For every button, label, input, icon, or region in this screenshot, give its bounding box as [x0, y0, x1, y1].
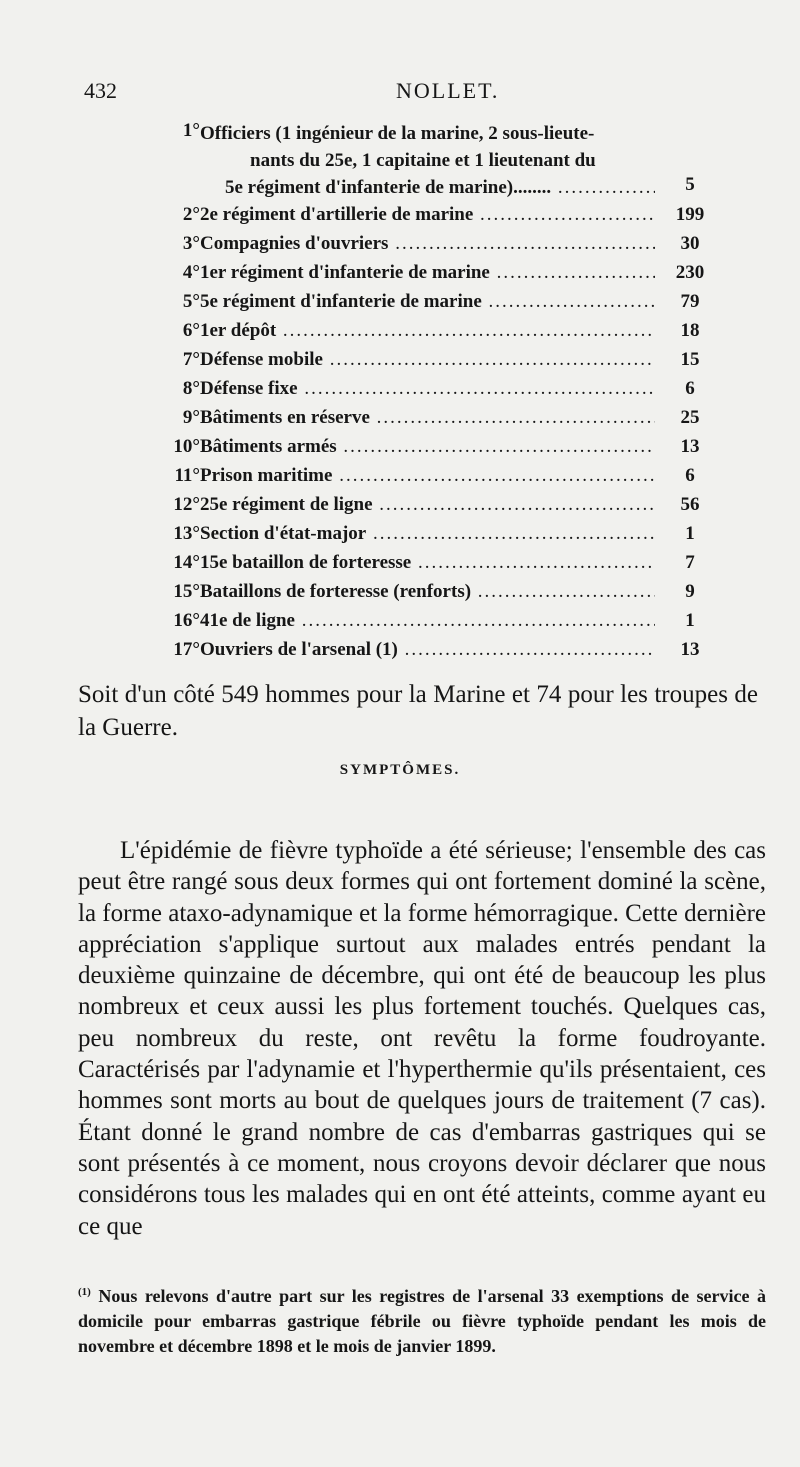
list-item: [150, 405, 715, 434]
list-item: [150, 347, 715, 376]
item-number: 9°: [182, 407, 200, 428]
item-number: 15°: [173, 581, 200, 602]
item-count: 25: [680, 407, 700, 428]
item-label: 2e régiment d'artillerie de marine .....: [200, 204, 655, 226]
item-label: Section d'état-major .....: [200, 523, 655, 545]
item-label: Bâtiments armés .....: [200, 436, 655, 458]
list-item: [150, 376, 715, 405]
list-item: [150, 318, 715, 347]
item-label: Bâtiments en réserve .....: [200, 407, 655, 429]
item-number: 16°: [173, 610, 200, 631]
list-item: [150, 260, 715, 289]
item-label: Bataillons de forteresse (renforts) .....: [200, 581, 655, 603]
item-label-line: Officiers (1 ingénieur de la marine, 2 sous-lieute-: [200, 123, 595, 144]
footnote: [78, 1280, 766, 1359]
item-label: 15e bataillon de forteresse .....: [200, 552, 655, 574]
item-count: 13: [680, 436, 700, 457]
item-count: 56: [680, 494, 700, 515]
item-count: 9: [685, 581, 695, 602]
item-label: Prison maritime .....: [200, 465, 655, 487]
item-number: 2°: [182, 204, 200, 225]
list-item: [150, 579, 715, 608]
list-item: [150, 492, 715, 521]
summary-paragraph: Soit d'un côté 549 hommes pour la Marine et 74 pour les troupes de la Guerre.: [78, 681, 758, 741]
item-label-line: 5e régiment d'infanterie de marine)........ .....: [200, 174, 655, 201]
item-label: 25e régiment de ligne .....: [200, 494, 655, 516]
list-item: [150, 231, 715, 260]
list-item: [150, 521, 715, 550]
footnote-text: Nous relevons d'autre part sur les registres de l'arsenal 33 exemptions de service à domicile pour embarras gastrique fébrile ou fièvre typhoïde pendant les mois de novembre et décembre 1898 et le mois de janvier 1899.: [78, 1286, 767, 1356]
item-count: 230: [675, 262, 705, 283]
list-item: [150, 463, 715, 492]
body-paragraph: L'épidémie de fièvre typhoïde a été sérieuse; l'ensemble des cas peut être rangé sous deux formes qui ont fortement dominé la scène, la forme ataxo-adynamique et la forme hémorragique. Cette dernière appréciation s'applique surtout aux malades entrés pendant la deuxième quinzaine de décembre, qui ont été de beaucoup les plus nombreux et ceux aussi les plus fortement touchés. Quelques cas, peu nombreux du reste, ont revêtu la forme foudroyante. Caractérisés par l'adynamie et l'hyperthermie qu'ils présentaient, ces hommes sont morts au bout de quelques jours de traitement (7 cas). Étant donné le grand nombre de cas d'embarras gastriques qui se sont présentés à ce moment, nous croyons devoir déclarer que nous considérons tous les malades qui en ont été atteints, comme ayant eu ce que: [78, 837, 766, 1240]
list-item: [150, 434, 715, 463]
item-number: 17°: [173, 639, 200, 660]
item-number: 1°: [182, 120, 200, 141]
item-number: 12°: [173, 494, 200, 515]
item-number: 4°: [182, 262, 200, 283]
item-count: 6: [685, 465, 695, 486]
item-number: 10°: [173, 436, 200, 457]
item-count: 7: [685, 552, 695, 573]
running-title: NOLLET.: [396, 78, 500, 103]
item-label: Ouvriers de l'arsenal (1) .....: [200, 639, 655, 661]
item-number: 14°: [173, 552, 200, 573]
item-label: Défense mobile .....: [200, 349, 655, 371]
item-label: 5e régiment d'infanterie de marine .....: [200, 291, 655, 313]
item-number: 7°: [182, 349, 200, 370]
item-number: 11°: [174, 465, 200, 486]
list-item: [150, 608, 715, 637]
page-header: [0, 78, 800, 108]
item-count: 1: [685, 523, 695, 544]
footnote-marker: (1): [78, 1286, 91, 1298]
list-item: [150, 637, 715, 666]
item-count: 30: [680, 233, 700, 254]
list-item: [150, 118, 715, 202]
item-label-line: nants du 25e, 1 capitaine et 1 lieutenant du: [250, 150, 596, 171]
item-label: Compagnies d'ouvriers .....: [200, 233, 655, 255]
item-label: 1er régiment d'infanterie de marine .....: [200, 262, 655, 284]
troop-list: [150, 118, 715, 666]
item-label: [200, 120, 655, 201]
item-count: 18: [680, 320, 700, 341]
item-count: 6: [685, 378, 695, 399]
item-number: 5°: [182, 291, 200, 312]
item-count: 13: [680, 639, 700, 660]
page-number: 432: [84, 78, 117, 103]
list-item: [150, 289, 715, 318]
item-count: 15: [680, 349, 700, 370]
item-number: 8°: [182, 378, 200, 399]
item-label: Défense fixe .....: [200, 378, 655, 400]
item-count: 199: [675, 204, 705, 225]
item-number: 6°: [182, 320, 200, 341]
item-count: 79: [680, 291, 700, 312]
item-count: 1: [685, 610, 695, 631]
item-number: 13°: [173, 523, 200, 544]
list-item: [150, 550, 715, 579]
list-item: [150, 202, 715, 231]
item-label: 1er dépôt .....: [200, 320, 655, 342]
item-count: 5: [685, 174, 695, 195]
section-heading: SYMPTÔMES.: [339, 762, 461, 778]
item-label: 41e de ligne .....: [200, 610, 655, 632]
item-number: 3°: [182, 233, 200, 254]
